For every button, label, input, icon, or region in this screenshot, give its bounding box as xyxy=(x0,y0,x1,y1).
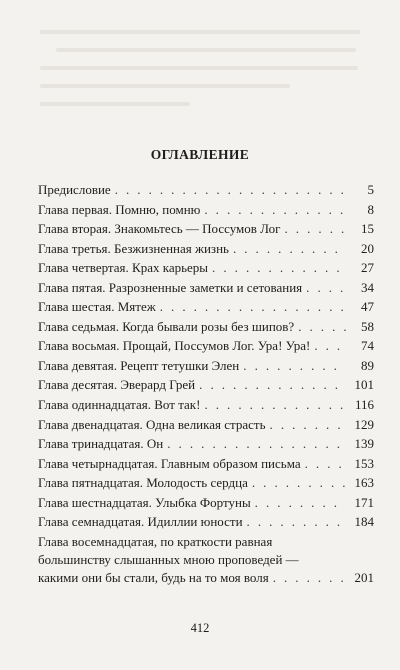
dot-leader xyxy=(204,395,346,415)
dot-leader xyxy=(273,569,346,587)
dot-leader xyxy=(233,239,346,259)
dot-leader xyxy=(305,454,346,474)
entry-title: Глава одиннадцатая. Вот так! xyxy=(38,397,201,413)
entry-page: 47 xyxy=(361,299,374,315)
entry-page: 74 xyxy=(361,338,374,354)
entry-title-line-3: какими они бы стали, будь на то моя воля xyxy=(38,569,269,585)
entry-page: 101 xyxy=(354,377,374,393)
dot-leader xyxy=(270,415,346,435)
toc-entry-chapter-10[interactable] xyxy=(38,375,374,395)
entry-title: Глава пятая. Разрозненные заметки и сетования xyxy=(38,279,303,295)
show-through-text xyxy=(0,0,400,118)
entry-title: Глава третья. Безжизненная жизнь xyxy=(38,240,229,256)
entry-page: 20 xyxy=(361,240,374,256)
dot-leader xyxy=(247,512,346,532)
table-of-contents xyxy=(38,180,374,587)
entry-page: 15 xyxy=(361,221,374,237)
toc-entry-chapter-7[interactable] xyxy=(38,317,374,337)
toc-entry-chapter-3[interactable] xyxy=(38,239,374,259)
toc-entry-chapter-12[interactable] xyxy=(38,415,374,435)
page-number: 412 xyxy=(190,621,210,635)
entry-page: 116 xyxy=(354,397,374,413)
entry-page: 129 xyxy=(354,416,374,432)
entry-page: 8 xyxy=(367,201,374,217)
entry-page: 89 xyxy=(361,357,374,373)
entry-page: 163 xyxy=(354,475,374,491)
toc-entry-chapter-15[interactable] xyxy=(38,473,374,493)
toc-entry-preface[interactable] xyxy=(38,180,374,200)
entry-title: Глава вторая. Знакомьтесь — Поссумов Лог xyxy=(38,221,281,237)
entry-title: Глава шестая. Мятеж xyxy=(38,299,156,315)
entry-title: Глава седьмая. Когда бывали розы без шипов? xyxy=(38,318,295,334)
entry-title-line-2: большинству слышанных мною проповедей — xyxy=(38,551,299,567)
entry-page: 153 xyxy=(354,455,374,471)
dot-leader xyxy=(167,434,346,454)
entry-title: Глава первая. Помню, помню xyxy=(38,201,201,217)
dot-leader xyxy=(243,356,346,376)
entry-page: 27 xyxy=(361,260,374,276)
toc-entry-chapter-8[interactable] xyxy=(38,336,374,356)
toc-entry-chapter-4[interactable] xyxy=(38,258,374,278)
entry-page: 201 xyxy=(354,569,374,585)
dot-leader xyxy=(212,258,346,278)
entry-page: 139 xyxy=(354,436,374,452)
entry-page: 5 xyxy=(367,182,374,197)
toc-heading: ОГЛАВЛЕНИЕ xyxy=(150,147,250,162)
entry-page: 34 xyxy=(361,279,374,295)
entry-title: Глава восьмая. Прощай, Поссумов Лог. Ура! Ура! xyxy=(38,338,311,354)
toc-entry-chapter-9[interactable] xyxy=(38,356,374,376)
dot-leader xyxy=(199,375,346,395)
entry-title: Глава семнадцатая. Идиллии юности xyxy=(38,514,243,530)
entry-title: Глава десятая. Эверард Грей xyxy=(38,377,196,393)
entry-page: 171 xyxy=(354,494,374,510)
toc-entry-chapter-14[interactable] xyxy=(38,454,374,474)
dot-leader xyxy=(115,180,346,200)
entry-title: Глава двенадцатая. Одна великая страсть xyxy=(38,416,266,432)
toc-entry-chapter-18[interactable] xyxy=(38,533,374,587)
entry-page: 58 xyxy=(361,318,374,334)
entry-title: Глава четырнадцатая. Главным образом письма xyxy=(38,455,301,471)
entry-title: Глава девятая. Рецепт тетушки Элен xyxy=(38,357,240,373)
dot-leader xyxy=(160,297,346,317)
toc-entry-chapter-5[interactable] xyxy=(38,278,374,298)
dot-leader xyxy=(298,317,346,337)
toc-entry-chapter-17[interactable] xyxy=(38,512,374,532)
dot-leader xyxy=(285,219,347,239)
toc-entry-chapter-13[interactable] xyxy=(38,434,374,454)
entry-title: Глава шестнадцатая. Улыбка Фортуны xyxy=(38,494,251,510)
dot-leader xyxy=(255,493,346,513)
entry-title: Глава тринадцатая. Он xyxy=(38,436,164,452)
entry-title-line-1: Глава восемнадцатая, по краткости равная xyxy=(38,533,273,549)
dot-leader xyxy=(252,473,346,493)
toc-entry-chapter-11[interactable] xyxy=(38,395,374,415)
entry-title: Глава четвертая. Крах карьеры xyxy=(38,260,209,276)
toc-entry-chapter-16[interactable] xyxy=(38,493,374,513)
toc-entry-chapter-6[interactable] xyxy=(38,297,374,317)
toc-entry-chapter-2[interactable] xyxy=(38,219,374,239)
entry-title: Предисловие xyxy=(38,182,111,197)
dot-leader xyxy=(314,336,346,356)
dot-leader xyxy=(204,200,346,220)
dot-leader xyxy=(306,278,346,298)
entry-page: 184 xyxy=(354,514,374,530)
toc-entry-chapter-1[interactable] xyxy=(38,200,374,220)
entry-title: Глава пятнадцатая. Молодость сердца xyxy=(38,475,248,491)
